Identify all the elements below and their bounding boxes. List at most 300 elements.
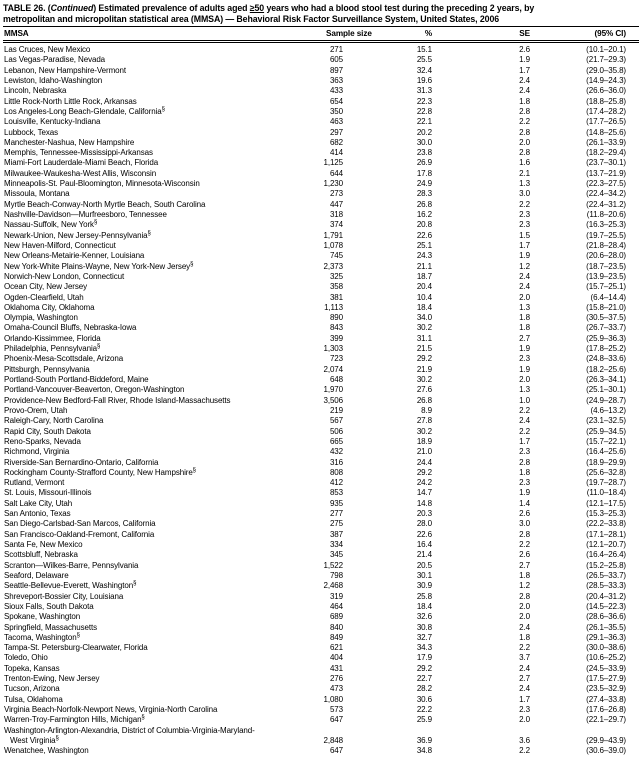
se-cell: 3.6 xyxy=(519,735,530,745)
mmsa-name-cell: Memphis, Tennessee-Mississippi-Arkansas xyxy=(4,148,153,158)
percent-cell: 22.8 xyxy=(416,106,432,116)
ci-cell: (29.1–36.3) xyxy=(586,632,626,642)
ci-cell: (17.5–27.9) xyxy=(586,674,626,684)
sample-size-cell: 432 xyxy=(329,447,343,457)
section-mark: § xyxy=(133,580,137,587)
mmsa-name-cell: Providence-New Bedford-Fall River, Rhode Island-Massachusetts xyxy=(4,395,231,405)
percent-cell: 30.2 xyxy=(416,375,432,384)
ci-cell: (18.8–25.8) xyxy=(586,96,626,106)
table-row xyxy=(3,241,639,251)
mmsa-name-cell: Omaha-Council Bluffs, Nebraska-Iowa xyxy=(4,323,137,333)
se-cell: 1.5 xyxy=(519,230,530,240)
percent-cell: 26.8 xyxy=(416,199,432,209)
ci-cell: (22.4–31.2) xyxy=(586,199,626,209)
mmsa-name-cell: Tampa-St. Petersburg-Clearwater, Florida xyxy=(4,643,148,653)
se-cell: 2.2 xyxy=(519,426,530,436)
se-cell: 2.3 xyxy=(519,220,530,230)
se-cell: 3.0 xyxy=(519,519,530,529)
table-row xyxy=(3,437,639,447)
table-header xyxy=(3,27,639,42)
mmsa-name-cell: Portland-Vancouver-Beaverton, Oregon-Washington xyxy=(4,385,185,395)
percent-cell: 30.8 xyxy=(416,622,432,632)
table-row xyxy=(3,705,639,715)
sample-size-cell: 644 xyxy=(329,168,343,178)
ci-cell: (26.1–35.5) xyxy=(586,622,626,632)
table-row xyxy=(3,375,639,385)
mmsa-name-cell: Wenatchee, Washington xyxy=(4,746,89,756)
section-mark: § xyxy=(141,714,145,721)
se-cell: 2.0 xyxy=(519,375,530,384)
table-row xyxy=(3,488,639,498)
table-row xyxy=(3,158,639,168)
se-cell: 2.0 xyxy=(519,292,530,302)
se-cell: 3.7 xyxy=(519,653,530,663)
se-cell: 2.0 xyxy=(519,137,530,147)
se-cell: 2.1 xyxy=(519,168,530,178)
percent-cell: 14.8 xyxy=(416,498,432,508)
se-cell: 2.8 xyxy=(519,457,530,467)
se-cell: 2.2 xyxy=(519,199,530,209)
sample-size-cell: 1,522 xyxy=(323,560,343,570)
sample-size-cell: 219 xyxy=(329,405,343,415)
column-header-percent: % xyxy=(343,27,432,42)
mmsa-name-cell: Rutland, Vermont xyxy=(4,478,65,488)
table-row xyxy=(3,169,639,179)
ci-cell: (28.5–33.3) xyxy=(586,581,626,591)
table-row xyxy=(3,653,639,663)
table-row xyxy=(3,499,639,509)
se-cell: 2.2 xyxy=(519,746,530,756)
section-mark: § xyxy=(147,229,151,236)
se-cell: 1.8 xyxy=(519,96,530,106)
se-cell: 2.4 xyxy=(519,663,530,673)
se-cell: 2.8 xyxy=(519,591,530,601)
sample-size-cell: 297 xyxy=(329,127,343,137)
sample-size-cell: 723 xyxy=(329,354,343,364)
section-mark: § xyxy=(93,219,98,226)
mmsa-name-cell: Portland-South Portland-Biddeford, Maine xyxy=(4,375,149,384)
mmsa-name-cell: Shreveport-Bossier City, Louisiana xyxy=(4,591,124,601)
table-row xyxy=(3,55,639,65)
se-cell: 2.7 xyxy=(519,560,530,570)
table-row xyxy=(3,581,639,591)
table-row xyxy=(3,478,639,488)
ci-cell: (24.9–28.7) xyxy=(586,395,626,405)
percent-cell: 27.8 xyxy=(416,416,432,426)
percent-cell: 30.2 xyxy=(416,323,432,333)
sample-size-cell: 404 xyxy=(329,653,343,663)
percent-cell: 32.7 xyxy=(416,632,432,642)
ci-cell: (10.1–20.1) xyxy=(586,45,626,54)
table-row xyxy=(3,220,639,230)
ci-cell: (17.1–28.1) xyxy=(586,529,626,539)
mmsa-name-cell: Sioux Falls, South Dakota xyxy=(4,601,94,611)
se-cell: 2.2 xyxy=(519,643,530,653)
mmsa-name-cell: Phoenix-Mesa-Scottsdale, Arizona xyxy=(4,354,124,364)
mmsa-name-cell: Las Vegas-Paradise, Nevada xyxy=(4,55,106,65)
sample-size-cell: 2,373 xyxy=(323,261,343,271)
se-cell: 1.8 xyxy=(519,570,530,580)
sample-size-cell: 3,506 xyxy=(323,395,343,405)
mmsa-name-cell: Provo-Orem, Utah xyxy=(4,405,68,415)
sample-size-cell: 319 xyxy=(329,591,343,601)
table-row xyxy=(3,396,639,406)
se-cell: 1.0 xyxy=(519,395,530,405)
ci-cell: (17.8–25.2) xyxy=(586,344,626,354)
table-row xyxy=(3,344,639,354)
ci-cell: (30.6–39.0) xyxy=(586,746,626,756)
table-row xyxy=(3,354,639,364)
percent-cell: 32.6 xyxy=(416,612,432,622)
sample-size-cell: 273 xyxy=(329,189,343,199)
percent-cell: 22.2 xyxy=(416,705,432,714)
mmsa-name-cell: San Francisco-Oakland-Fremont, California xyxy=(4,529,155,539)
ci-cell: (29.9–43.9) xyxy=(586,735,626,745)
se-cell: 2.3 xyxy=(519,354,530,364)
percent-cell: 26.8 xyxy=(416,395,432,405)
se-cell: 1.9 xyxy=(519,364,530,374)
ci-cell: (21.8–28.4) xyxy=(586,240,626,250)
table-row xyxy=(3,509,639,519)
sample-size-cell: 2,074 xyxy=(323,364,343,374)
mmsa-name-cell: Tucson, Arizona xyxy=(4,684,60,694)
se-cell: 2.3 xyxy=(519,447,530,457)
percent-cell: 22.3 xyxy=(416,96,432,106)
table-row xyxy=(3,602,639,612)
mmsa-name-cell: Tacoma, Washington§ xyxy=(4,632,80,642)
percent-cell: 17.8 xyxy=(416,168,432,178)
table-row xyxy=(3,664,639,674)
percent-cell: 19.6 xyxy=(416,75,432,85)
percent-cell: 23.8 xyxy=(416,148,432,158)
ci-cell: (25.9–34.5) xyxy=(586,426,626,436)
sample-size-cell: 567 xyxy=(329,416,343,426)
mmsa-name-cell: Washington-Arlington-Alexandria, District of Columbia-Virginia-Maryland- West Virginia§ xyxy=(4,725,255,745)
mmsa-name-cell: San Diego-Carlsbad-San Marcos, California xyxy=(4,519,156,529)
percent-cell: 21.1 xyxy=(416,261,432,271)
se-cell: 2.4 xyxy=(519,282,530,292)
percent-cell: 25.8 xyxy=(416,591,432,601)
sample-size-cell: 665 xyxy=(329,436,343,446)
section-mark: § xyxy=(192,467,196,474)
percent-cell: 28.0 xyxy=(416,519,432,529)
percent-cell: 34.3 xyxy=(416,643,432,653)
percent-cell: 15.1 xyxy=(416,45,432,54)
se-cell: 2.3 xyxy=(519,705,530,714)
sample-size-cell: 399 xyxy=(329,333,343,343)
sample-size-cell: 464 xyxy=(329,601,343,611)
ci-cell: (16.4–25.6) xyxy=(586,447,626,457)
table-row xyxy=(3,210,639,220)
percent-cell: 31.1 xyxy=(416,333,432,343)
percent-cell: 31.3 xyxy=(416,86,432,96)
sample-size-cell: 1,303 xyxy=(323,344,343,354)
sample-size-cell: 414 xyxy=(329,148,343,158)
mmsa-name-cell: Miami-Fort Lauderdale-Miami Beach, Florida xyxy=(4,158,159,168)
mmsa-name-cell: St. Louis, Missouri-Illinois xyxy=(4,488,92,498)
se-cell: 1.9 xyxy=(519,344,530,354)
sample-size-cell: 621 xyxy=(329,643,343,653)
sample-size-cell: 935 xyxy=(329,498,343,508)
ci-cell: (21.7–29.3) xyxy=(586,55,626,65)
table-row xyxy=(3,128,639,138)
ci-cell: (22.3–27.5) xyxy=(586,179,626,189)
table-row xyxy=(3,623,639,633)
percent-cell: 30.9 xyxy=(416,581,432,591)
sample-size-cell: 853 xyxy=(329,488,343,498)
mmsa-name-cell: Scottsbluff, Nebraska xyxy=(4,550,78,560)
table-row xyxy=(3,148,639,158)
mmsa-name-cell: Rockingham County-Strafford County, New Hampshire§ xyxy=(4,467,196,477)
ci-cell: (15.7–25.1) xyxy=(586,282,626,292)
percent-cell: 18.4 xyxy=(416,302,432,312)
table-row xyxy=(3,303,639,313)
ci-cell: (19.7–25.5) xyxy=(586,230,626,240)
table-row xyxy=(3,293,639,303)
table-row xyxy=(3,550,639,560)
mmsa-name-cell: Spokane, Washington xyxy=(4,612,81,622)
sample-size-cell: 345 xyxy=(329,550,343,560)
sample-size-cell: 2,468 xyxy=(323,581,343,591)
sample-size-cell: 447 xyxy=(329,199,343,209)
ci-cell: (28.6–36.6) xyxy=(586,612,626,622)
se-cell: 1.8 xyxy=(519,323,530,333)
se-cell: 2.8 xyxy=(519,106,530,116)
percent-cell: 30.1 xyxy=(416,570,432,580)
mmsa-name-cell: Riverside-San Bernardino-Ontario, California xyxy=(4,457,159,467)
se-cell: 1.3 xyxy=(519,179,530,189)
section-mark: § xyxy=(97,343,101,350)
mmsa-name-cell: Lebanon, New Hampshire-Vermont xyxy=(4,65,126,75)
sample-size-cell: 350 xyxy=(329,106,343,116)
se-cell: 2.8 xyxy=(519,148,530,158)
percent-cell: 29.2 xyxy=(416,354,432,364)
ci-cell: (12.1–20.7) xyxy=(586,540,626,549)
percent-cell: 10.4 xyxy=(416,292,432,302)
mmsa-name-cell: New Orleans-Metairie-Kenner, Louisiana xyxy=(4,251,145,261)
section-mark: § xyxy=(161,106,165,113)
percent-cell: 27.6 xyxy=(416,385,432,395)
percent-cell: 20.5 xyxy=(416,560,432,570)
se-cell: 1.9 xyxy=(519,251,530,261)
ci-cell: (15.8–21.0) xyxy=(586,302,626,312)
ci-cell: (26.6–36.0) xyxy=(586,86,626,96)
percent-cell: 25.5 xyxy=(416,55,432,65)
percent-cell: 18.9 xyxy=(416,436,432,446)
mmsa-name-cell: Little Rock-North Little Rock, Arkansas xyxy=(4,96,137,106)
percent-cell: 32.4 xyxy=(416,65,432,75)
title-part: TABLE 26. ( xyxy=(3,3,51,13)
sample-size-cell: 573 xyxy=(329,705,343,714)
ci-cell: (16.4–26.4) xyxy=(586,550,626,560)
sample-size-cell: 647 xyxy=(329,715,343,725)
ci-cell: (16.3–25.3) xyxy=(586,220,626,230)
mmsa-name-cell: Lubbock, Texas xyxy=(4,127,59,137)
se-cell: 3.0 xyxy=(519,189,530,199)
mmsa-name-cell: San Antonio, Texas xyxy=(4,509,71,519)
se-cell: 2.8 xyxy=(519,127,530,137)
sample-size-cell: 271 xyxy=(329,45,343,54)
ci-cell: (11.8–20.6) xyxy=(586,210,626,219)
sample-size-cell: 890 xyxy=(329,313,343,323)
sample-size-cell: 2,848 xyxy=(323,735,343,745)
title-continued: Continued xyxy=(50,3,94,13)
table-row xyxy=(3,138,639,148)
percent-cell: 14.7 xyxy=(416,488,432,498)
ci-cell: (17.4–28.2) xyxy=(586,106,626,116)
sample-size-cell: 473 xyxy=(329,684,343,694)
percent-cell: 25.9 xyxy=(416,715,432,725)
table-row xyxy=(3,746,639,756)
ci-cell: (15.2–25.8) xyxy=(586,560,626,570)
se-cell: 1.8 xyxy=(519,467,530,477)
ci-cell: (18.9–29.9) xyxy=(586,457,626,467)
ci-cell: (17.6–26.8) xyxy=(586,705,626,714)
table-row xyxy=(3,684,639,694)
mmsa-name-cell: New York-White Plains-Wayne, New York-New Jersey§ xyxy=(4,260,194,271)
mmsa-name-cell: Oklahoma City, Oklahoma xyxy=(4,302,95,312)
ci-cell: (29.0–35.8) xyxy=(586,65,626,75)
se-cell: 2.0 xyxy=(519,715,530,725)
se-cell: 2.4 xyxy=(519,622,530,632)
ci-cell: (4.6–13.2) xyxy=(590,405,626,415)
percent-cell: 28.3 xyxy=(416,189,432,199)
sample-size-cell: 1,970 xyxy=(323,385,343,395)
mmsa-name-cell: Orlando-Kissimmee, Florida xyxy=(4,333,101,343)
se-cell: 2.4 xyxy=(519,75,530,85)
percent-cell: 22.6 xyxy=(416,529,432,539)
table-row xyxy=(3,189,639,199)
mmsa-name-cell: Warren-Troy-Farmington Hills, Michigan§ xyxy=(4,714,145,725)
sample-size-cell: 433 xyxy=(329,86,343,96)
ci-cell: (18.7–23.5) xyxy=(586,261,626,271)
mmsa-name-cell: Olympia, Washington xyxy=(4,313,78,323)
mmsa-name-cell: Las Cruces, New Mexico xyxy=(4,45,91,54)
mmsa-name-cell: Myrtle Beach-Conway-North Myrtle Beach, South Carolina xyxy=(4,199,206,209)
table-row xyxy=(3,251,639,261)
mmsa-name-cell: Milwaukee-Waukesha-West Allis, Wisconsin xyxy=(4,168,157,178)
table-row xyxy=(3,272,639,282)
table-row xyxy=(3,231,639,241)
mmsa-name-cell: Newark-Union, New Jersey-Pennsylvania§ xyxy=(4,229,151,240)
mmsa-name-cell: Richmond, Virginia xyxy=(4,447,70,457)
percent-cell: 29.2 xyxy=(416,467,432,477)
ci-cell: (19.7–28.7) xyxy=(586,478,626,488)
percent-cell: 30.0 xyxy=(416,137,432,147)
column-header-95ci: (95% CI) xyxy=(530,27,639,42)
title-part: years who had a blood stool test during the preceding 2 years, by xyxy=(264,3,535,13)
sample-size-cell: 334 xyxy=(329,540,343,549)
table-row xyxy=(3,561,639,571)
table-row xyxy=(3,571,639,581)
sample-size-cell: 849 xyxy=(329,632,343,642)
table-row xyxy=(3,86,639,96)
sample-size-cell: 745 xyxy=(329,251,343,261)
percent-cell: 20.3 xyxy=(416,509,432,519)
ci-cell: (15.3–25.3) xyxy=(586,509,626,519)
mmsa-name-cell: Topeka, Kansas xyxy=(4,663,60,673)
mmsa-name-cell: Nassau-Suffolk, New York§ xyxy=(4,219,98,230)
table-row xyxy=(3,612,639,622)
ci-cell: (18.2–25.6) xyxy=(586,364,626,374)
mmsa-name-cell: Nashville-Davidson—Murfreesboro, Tennessee xyxy=(4,210,167,219)
ci-cell: (26.5–33.7) xyxy=(586,570,626,580)
mmsa-name-cell: Raleigh-Cary, North Carolina xyxy=(4,416,104,426)
table-title xyxy=(3,3,639,25)
percent-cell: 16.2 xyxy=(416,210,432,219)
sample-size-cell: 374 xyxy=(329,220,343,230)
se-cell: 1.6 xyxy=(519,158,530,168)
mmsa-name-cell: New Haven-Milford, Connecticut xyxy=(4,240,116,250)
percent-cell: 21.4 xyxy=(416,550,432,560)
se-cell: 2.6 xyxy=(519,45,530,54)
mmsa-name-cell: Virginia Beach-Norfolk-Newport News, Virginia-North Carolina xyxy=(4,705,218,714)
table-row xyxy=(3,282,639,292)
se-cell: 2.4 xyxy=(519,684,530,694)
ci-cell: (23.5–32.9) xyxy=(586,684,626,694)
percent-cell: 24.9 xyxy=(416,179,432,189)
se-cell: 1.2 xyxy=(519,581,530,591)
section-mark: § xyxy=(55,735,59,742)
ci-cell: (27.4–33.8) xyxy=(586,694,626,704)
table-row xyxy=(3,179,639,189)
table-row xyxy=(3,385,639,395)
ci-cell: (18.2–29.4) xyxy=(586,148,626,158)
sample-size-cell: 647 xyxy=(329,746,343,756)
sample-size-cell: 1,230 xyxy=(323,179,343,189)
percent-cell: 16.4 xyxy=(416,540,432,549)
se-cell: 2.3 xyxy=(519,210,530,219)
ci-cell: (12.1–17.5) xyxy=(586,498,626,508)
se-cell: 1.9 xyxy=(519,488,530,498)
table-row xyxy=(3,592,639,602)
se-cell: 2.6 xyxy=(519,550,530,560)
table-row xyxy=(3,447,639,457)
sample-size-cell: 1,080 xyxy=(323,694,343,704)
ci-cell: (22.2–33.8) xyxy=(586,519,626,529)
se-cell: 1.8 xyxy=(519,632,530,642)
mmsa-name-cell: Norwich-New London, Connecticut xyxy=(4,271,125,281)
sample-size-cell: 605 xyxy=(329,55,343,65)
sample-size-cell: 843 xyxy=(329,323,343,333)
sample-size-cell: 648 xyxy=(329,375,343,384)
table-row xyxy=(3,726,639,747)
column-header-sample-size: Sample size xyxy=(326,27,370,42)
ci-cell: (10.6–25.2) xyxy=(586,653,626,663)
sample-size-cell: 325 xyxy=(329,271,343,281)
mmsa-name-cell: Philadelphia, Pennsylvania§ xyxy=(4,343,101,354)
percent-cell: 21.0 xyxy=(416,447,432,457)
ci-cell: (14.9–24.3) xyxy=(586,75,626,85)
se-cell: 2.0 xyxy=(519,612,530,622)
table-row xyxy=(3,323,639,333)
sample-size-cell: 275 xyxy=(329,519,343,529)
table-body xyxy=(3,42,639,757)
se-cell: 2.8 xyxy=(519,529,530,539)
sample-size-cell: 363 xyxy=(329,75,343,85)
percent-cell: 20.8 xyxy=(416,220,432,230)
sample-size-cell: 412 xyxy=(329,478,343,488)
sample-size-cell: 682 xyxy=(329,137,343,147)
ci-cell: (25.6–32.8) xyxy=(586,467,626,477)
se-cell: 1.7 xyxy=(519,240,530,250)
ci-cell: (30.0–38.6) xyxy=(586,643,626,653)
title-line-2: metropolitan and micropolitan statistical area (MMSA) — Behavioral Risk Factor Surveillance System, United States, 2006 xyxy=(3,14,500,24)
percent-cell: 22.7 xyxy=(416,674,432,684)
sample-size-cell: 387 xyxy=(329,529,343,539)
table-row xyxy=(3,117,639,127)
mmsa-name-cell: Manchester-Nashua, New Hampshire xyxy=(4,137,135,147)
